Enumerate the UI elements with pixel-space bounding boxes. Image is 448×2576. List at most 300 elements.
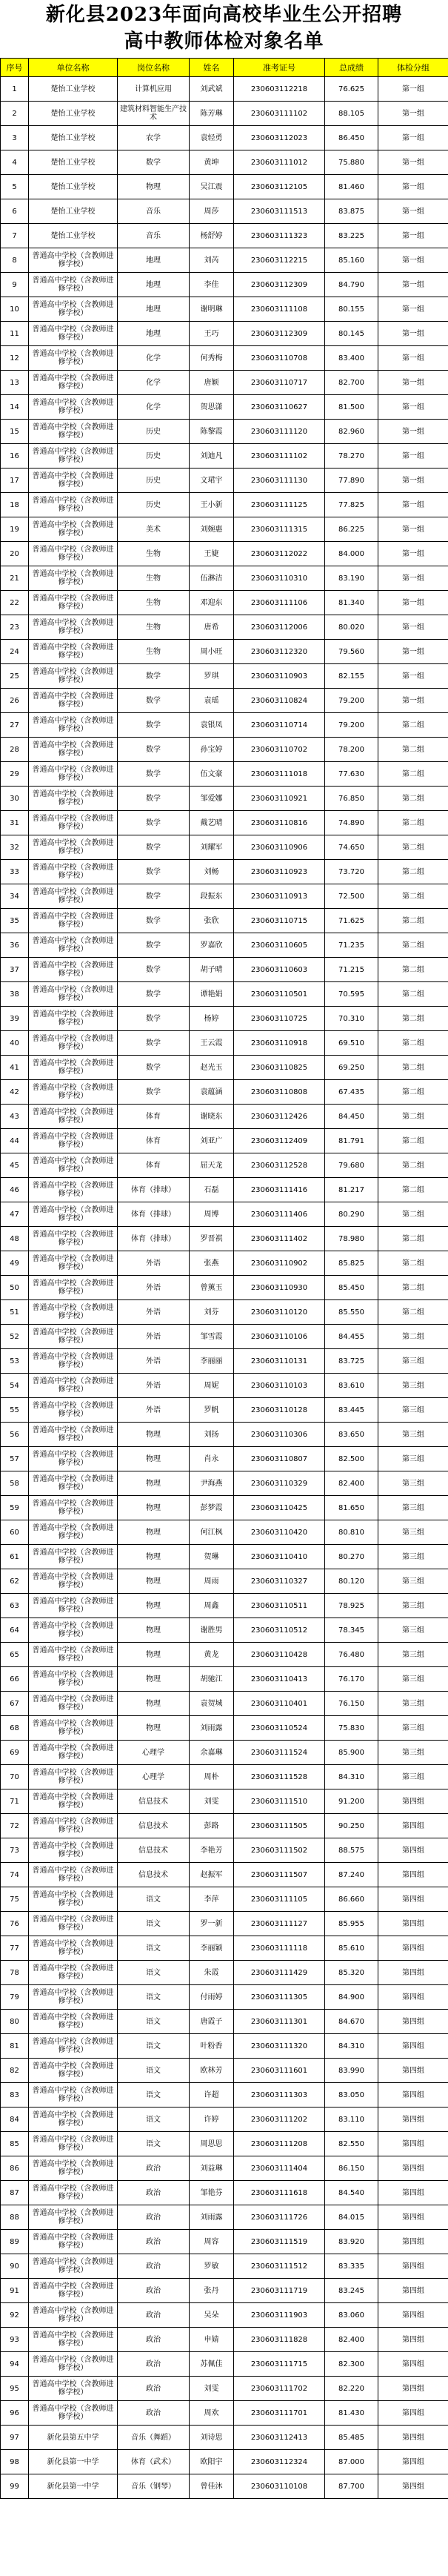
table-row bbox=[1, 664, 448, 689]
cell-total-score: 83.610 bbox=[325, 1374, 378, 1398]
cell-exam-group: 第二组 bbox=[378, 1325, 448, 1349]
cell-name: 罗嘉欣 bbox=[190, 933, 234, 958]
cell-exam-number: 230603111702 bbox=[234, 2377, 325, 2401]
cell-total-score: 81.500 bbox=[325, 395, 378, 420]
cell-exam-number: 230603112324 bbox=[234, 2450, 325, 2474]
cell-total-score: 76.850 bbox=[325, 787, 378, 811]
cell-unit: 普通高中学校（含教师进修学校） bbox=[29, 517, 118, 542]
cell-exam-number: 230603111323 bbox=[234, 224, 325, 248]
cell-exam-number: 230603111601 bbox=[234, 2059, 325, 2083]
cell-position: 政治 bbox=[118, 2205, 190, 2230]
cell-index: 95 bbox=[1, 2377, 29, 2401]
cell-name: 唐希 bbox=[190, 615, 234, 640]
cell-exam-group: 第二组 bbox=[378, 1105, 448, 1129]
cell-name: 刘芬 bbox=[190, 1300, 234, 1325]
cell-exam-number: 230603112320 bbox=[234, 640, 325, 664]
cell-unit: 普通高中学校（含教师进修学校） bbox=[29, 2010, 118, 2034]
cell-index: 26 bbox=[1, 689, 29, 713]
table-row bbox=[1, 1398, 448, 1423]
cell-exam-group: 第四组 bbox=[378, 2450, 448, 2474]
cell-total-score: 87.700 bbox=[325, 2474, 378, 2499]
cell-exam-group: 第二组 bbox=[378, 933, 448, 958]
cell-exam-group: 第一组 bbox=[378, 468, 448, 493]
cell-exam-number: 230603111118 bbox=[234, 1936, 325, 1961]
cell-index: 86 bbox=[1, 2156, 29, 2181]
cell-exam-number: 230603112528 bbox=[234, 1153, 325, 1178]
cell-exam-group: 第二组 bbox=[378, 1251, 448, 1276]
table-row bbox=[1, 1741, 448, 1765]
cell-exam-group: 第一组 bbox=[378, 664, 448, 689]
table-row bbox=[1, 1887, 448, 1912]
cell-total-score: 77.890 bbox=[325, 468, 378, 493]
cell-index: 13 bbox=[1, 371, 29, 395]
cell-exam-number: 230603111301 bbox=[234, 2010, 325, 2034]
cell-exam-number: 230603110825 bbox=[234, 1056, 325, 1080]
table-row bbox=[1, 1423, 448, 1447]
table-row bbox=[1, 1618, 448, 1643]
cell-name: 罗敏 bbox=[190, 2254, 234, 2279]
cell-index: 52 bbox=[1, 1325, 29, 1349]
table-row bbox=[1, 77, 448, 102]
cell-exam-number: 230603110327 bbox=[234, 1569, 325, 1594]
cell-index: 65 bbox=[1, 1643, 29, 1667]
cell-index: 55 bbox=[1, 1398, 29, 1423]
cell-position: 物理 bbox=[118, 1618, 190, 1643]
cell-total-score: 75.880 bbox=[325, 150, 378, 175]
cell-index: 14 bbox=[1, 395, 29, 420]
cell-total-score: 83.050 bbox=[325, 2083, 378, 2108]
cell-exam-group: 第三组 bbox=[378, 1618, 448, 1643]
cell-exam-number: 230603111528 bbox=[234, 1765, 325, 1789]
cell-position: 语文 bbox=[118, 1887, 190, 1912]
cell-name: 胡驰江 bbox=[190, 1667, 234, 1692]
cell-position: 地理 bbox=[118, 297, 190, 322]
cell-exam-group: 第三组 bbox=[378, 1716, 448, 1741]
cell-index: 91 bbox=[1, 2279, 29, 2303]
cell-unit: 普通高中学校（含教师进修学校） bbox=[29, 1716, 118, 1741]
cell-name: 谢胜男 bbox=[190, 1618, 234, 1643]
cell-index: 58 bbox=[1, 1471, 29, 1496]
cell-total-score: 81.430 bbox=[325, 2401, 378, 2426]
cell-position: 美术 bbox=[118, 517, 190, 542]
cell-total-score: 86.660 bbox=[325, 1887, 378, 1912]
cell-exam-number: 230603112006 bbox=[234, 615, 325, 640]
table-row bbox=[1, 958, 448, 982]
cell-name: 余嘉琳 bbox=[190, 1741, 234, 1765]
cell-exam-number: 230603110708 bbox=[234, 346, 325, 371]
cell-name: 谢明琳 bbox=[190, 297, 234, 322]
cell-name: 周小旺 bbox=[190, 640, 234, 664]
cell-total-score: 78.345 bbox=[325, 1618, 378, 1643]
cell-name: 罗琪 bbox=[190, 664, 234, 689]
table-row bbox=[1, 1520, 448, 1545]
cell-unit: 普通高中学校（含教师进修学校） bbox=[29, 1594, 118, 1618]
cell-total-score: 78.925 bbox=[325, 1594, 378, 1618]
cell-total-score: 85.900 bbox=[325, 1741, 378, 1765]
cell-exam-group: 第一组 bbox=[378, 346, 448, 371]
cell-name: 刘畅 bbox=[190, 860, 234, 884]
cell-total-score: 83.990 bbox=[325, 2059, 378, 2083]
cell-exam-number: 230603112215 bbox=[234, 248, 325, 273]
cell-position: 外语 bbox=[118, 1276, 190, 1300]
cell-unit: 普通高中学校（含教师进修学校） bbox=[29, 444, 118, 468]
cell-name: 周欢 bbox=[190, 2401, 234, 2426]
cell-exam-number: 230603111102 bbox=[234, 444, 325, 468]
cell-unit: 普通高中学校（含教师进修学校） bbox=[29, 2401, 118, 2426]
cell-index: 78 bbox=[1, 1961, 29, 1985]
cell-index: 94 bbox=[1, 2352, 29, 2377]
cell-index: 93 bbox=[1, 2328, 29, 2352]
cell-unit: 普通高中学校（含教师进修学校） bbox=[29, 1765, 118, 1789]
cell-total-score: 70.310 bbox=[325, 1007, 378, 1031]
cell-exam-group: 第三组 bbox=[378, 1471, 448, 1496]
cell-position: 政治 bbox=[118, 2401, 190, 2426]
cell-unit: 楚怡工业学校 bbox=[29, 150, 118, 175]
cell-index: 71 bbox=[1, 1789, 29, 1814]
cell-total-score: 71.625 bbox=[325, 909, 378, 933]
cell-position: 信息技术 bbox=[118, 1814, 190, 1838]
cell-name: 袁瑶 bbox=[190, 689, 234, 713]
table-row bbox=[1, 2059, 448, 2083]
cell-exam-number: 230603110918 bbox=[234, 1031, 325, 1056]
candidate-table bbox=[0, 58, 448, 2499]
cell-index: 6 bbox=[1, 199, 29, 224]
cell-exam-group: 第二组 bbox=[378, 762, 448, 787]
cell-exam-number: 230603110511 bbox=[234, 1594, 325, 1618]
cell-index: 99 bbox=[1, 2474, 29, 2499]
cell-unit: 普通高中学校（含教师进修学校） bbox=[29, 1325, 118, 1349]
cell-exam-group: 第一组 bbox=[378, 566, 448, 591]
cell-exam-group: 第四组 bbox=[378, 1863, 448, 1887]
cell-total-score: 72.500 bbox=[325, 884, 378, 909]
cell-exam-number: 230603112413 bbox=[234, 2426, 325, 2450]
cell-name: 伍文豪 bbox=[190, 762, 234, 787]
cell-exam-group: 第三组 bbox=[378, 1643, 448, 1667]
table-row bbox=[1, 1765, 448, 1789]
cell-position: 语文 bbox=[118, 2034, 190, 2059]
cell-unit: 普通高中学校（含教师进修学校） bbox=[29, 1520, 118, 1545]
cell-total-score: 78.980 bbox=[325, 1227, 378, 1251]
cell-index: 22 bbox=[1, 591, 29, 615]
cell-unit: 普通高中学校（含教师进修学校） bbox=[29, 1276, 118, 1300]
cell-position: 体育 bbox=[118, 1153, 190, 1178]
table-row bbox=[1, 1569, 448, 1594]
cell-name: 曾佳沐 bbox=[190, 2474, 234, 2499]
cell-total-score: 83.920 bbox=[325, 2230, 378, 2254]
cell-total-score: 83.225 bbox=[325, 224, 378, 248]
cell-index: 18 bbox=[1, 493, 29, 517]
cell-position: 外语 bbox=[118, 1398, 190, 1423]
cell-position: 政治 bbox=[118, 2181, 190, 2205]
cell-exam-number: 230603110131 bbox=[234, 1349, 325, 1374]
cell-index: 11 bbox=[1, 322, 29, 346]
cell-position: 信息技术 bbox=[118, 1838, 190, 1863]
header-total-score: 总成绩 bbox=[325, 59, 378, 77]
cell-total-score: 80.120 bbox=[325, 1569, 378, 1594]
cell-name: 杨婷 bbox=[190, 1007, 234, 1031]
cell-name: 王婕 bbox=[190, 542, 234, 566]
table-row bbox=[1, 2010, 448, 2034]
cell-total-score: 81.217 bbox=[325, 1178, 378, 1202]
cell-total-score: 79.560 bbox=[325, 640, 378, 664]
table-row bbox=[1, 2426, 448, 2450]
cell-index: 15 bbox=[1, 420, 29, 444]
cell-position: 历史 bbox=[118, 468, 190, 493]
cell-name: 朱霞 bbox=[190, 1961, 234, 1985]
cell-unit: 普通高中学校（含教师进修学校） bbox=[29, 1447, 118, 1471]
cell-total-score: 67.435 bbox=[325, 1080, 378, 1105]
cell-exam-number: 230603110903 bbox=[234, 664, 325, 689]
cell-index: 49 bbox=[1, 1251, 29, 1276]
cell-exam-group: 第四组 bbox=[378, 1912, 448, 1936]
cell-name: 张燕 bbox=[190, 1251, 234, 1276]
cell-exam-number: 230603110717 bbox=[234, 371, 325, 395]
cell-exam-number: 230603110702 bbox=[234, 738, 325, 762]
cell-exam-group: 第二组 bbox=[378, 835, 448, 860]
cell-name: 曾薰玉 bbox=[190, 1276, 234, 1300]
table-row bbox=[1, 1080, 448, 1105]
cell-total-score: 81.791 bbox=[325, 1129, 378, 1153]
cell-exam-number: 230603111512 bbox=[234, 2254, 325, 2279]
cell-index: 40 bbox=[1, 1031, 29, 1056]
cell-position: 物理 bbox=[118, 1667, 190, 1692]
cell-exam-number: 230603111102 bbox=[234, 102, 325, 126]
cell-exam-group: 第二组 bbox=[378, 1227, 448, 1251]
cell-exam-group: 第一组 bbox=[378, 199, 448, 224]
cell-position: 计算机应用 bbox=[118, 77, 190, 102]
cell-exam-group: 第三组 bbox=[378, 1667, 448, 1692]
cell-position: 语文 bbox=[118, 2083, 190, 2108]
cell-exam-number: 230603110725 bbox=[234, 1007, 325, 1031]
cell-total-score: 82.700 bbox=[325, 371, 378, 395]
cell-index: 24 bbox=[1, 640, 29, 664]
cell-unit: 普通高中学校（含教师进修学校） bbox=[29, 1618, 118, 1643]
cell-unit: 普通高中学校（含教师进修学校） bbox=[29, 2108, 118, 2132]
cell-unit: 普通高中学校（含教师进修学校） bbox=[29, 615, 118, 640]
table-row bbox=[1, 542, 448, 566]
cell-index: 61 bbox=[1, 1545, 29, 1569]
cell-index: 12 bbox=[1, 346, 29, 371]
cell-name: 文珺宇 bbox=[190, 468, 234, 493]
cell-exam-group: 第二组 bbox=[378, 713, 448, 738]
cell-unit: 普通高中学校（含教师进修学校） bbox=[29, 1569, 118, 1594]
cell-unit: 普通高中学校（含教师进修学校） bbox=[29, 2328, 118, 2352]
table-row bbox=[1, 2083, 448, 2108]
cell-total-score: 79.200 bbox=[325, 713, 378, 738]
cell-unit: 普通高中学校（含教师进修学校） bbox=[29, 1398, 118, 1423]
cell-unit: 普通高中学校（含教师进修学校） bbox=[29, 346, 118, 371]
cell-exam-group: 第四组 bbox=[378, 2352, 448, 2377]
cell-name: 周莎 bbox=[190, 199, 234, 224]
cell-position: 数学 bbox=[118, 150, 190, 175]
cell-unit: 普通高中学校（含教师进修学校） bbox=[29, 982, 118, 1007]
cell-index: 57 bbox=[1, 1447, 29, 1471]
cell-unit: 普通高中学校（含教师进修学校） bbox=[29, 1105, 118, 1129]
table-row bbox=[1, 468, 448, 493]
table-row bbox=[1, 2401, 448, 2426]
cell-index: 47 bbox=[1, 1202, 29, 1227]
cell-unit: 普通高中学校（含教师进修学校） bbox=[29, 2181, 118, 2205]
cell-total-score: 82.500 bbox=[325, 1447, 378, 1471]
table-row bbox=[1, 2205, 448, 2230]
cell-exam-group: 第一组 bbox=[378, 77, 448, 102]
table-row bbox=[1, 615, 448, 640]
cell-name: 赵光玉 bbox=[190, 1056, 234, 1080]
cell-total-score: 80.270 bbox=[325, 1545, 378, 1569]
cell-exam-number: 230603111012 bbox=[234, 150, 325, 175]
cell-total-score: 76.170 bbox=[325, 1667, 378, 1692]
cell-position: 生物 bbox=[118, 640, 190, 664]
cell-exam-number: 230603111513 bbox=[234, 199, 325, 224]
cell-position: 物理 bbox=[118, 1643, 190, 1667]
cell-position: 政治 bbox=[118, 2328, 190, 2352]
cell-index: 98 bbox=[1, 2450, 29, 2474]
cell-unit: 普通高中学校（含教师进修学校） bbox=[29, 811, 118, 835]
cell-exam-group: 第二组 bbox=[378, 909, 448, 933]
cell-unit: 普通高中学校（含教师进修学校） bbox=[29, 2279, 118, 2303]
cell-position: 数学 bbox=[118, 811, 190, 835]
header-unit: 单位名称 bbox=[29, 59, 118, 77]
cell-position: 体育（排球） bbox=[118, 1178, 190, 1202]
cell-exam-number: 230603110108 bbox=[234, 2474, 325, 2499]
table-row bbox=[1, 640, 448, 664]
cell-total-score: 86.225 bbox=[325, 517, 378, 542]
cell-index: 60 bbox=[1, 1520, 29, 1545]
cell-index: 97 bbox=[1, 2426, 29, 2450]
cell-exam-number: 230603110715 bbox=[234, 909, 325, 933]
cell-exam-number: 230603110425 bbox=[234, 1496, 325, 1520]
cell-position: 数学 bbox=[118, 762, 190, 787]
cell-index: 29 bbox=[1, 762, 29, 787]
cell-exam-number: 230603110401 bbox=[234, 1692, 325, 1716]
cell-position: 音乐 bbox=[118, 199, 190, 224]
cell-exam-group: 第三组 bbox=[378, 1765, 448, 1789]
cell-index: 39 bbox=[1, 1007, 29, 1031]
cell-exam-number: 230603111519 bbox=[234, 2230, 325, 2254]
cell-index: 82 bbox=[1, 2059, 29, 2083]
cell-exam-group: 第一组 bbox=[378, 615, 448, 640]
cell-exam-number: 230603111726 bbox=[234, 2205, 325, 2230]
cell-unit: 普通高中学校（含教师进修学校） bbox=[29, 1863, 118, 1887]
cell-name: 袁贺城 bbox=[190, 1692, 234, 1716]
cell-index: 62 bbox=[1, 1569, 29, 1594]
page-title bbox=[0, 0, 448, 58]
cell-total-score: 85.320 bbox=[325, 1961, 378, 1985]
cell-total-score: 81.340 bbox=[325, 591, 378, 615]
table-row bbox=[1, 884, 448, 909]
table-row bbox=[1, 1789, 448, 1814]
cell-exam-number: 230603111127 bbox=[234, 1912, 325, 1936]
cell-position: 数学 bbox=[118, 909, 190, 933]
cell-total-score: 85.610 bbox=[325, 1936, 378, 1961]
cell-exam-group: 第三组 bbox=[378, 1741, 448, 1765]
cell-name: 戴艺晴 bbox=[190, 811, 234, 835]
cell-exam-number: 230603110420 bbox=[234, 1520, 325, 1545]
cell-name: 吴朵 bbox=[190, 2303, 234, 2328]
cell-unit: 普通高中学校（含教师进修学校） bbox=[29, 1227, 118, 1251]
cell-exam-group: 第四组 bbox=[378, 2377, 448, 2401]
table-row bbox=[1, 444, 448, 468]
table-row bbox=[1, 1667, 448, 1692]
cell-unit: 普通高中学校（含教师进修学校） bbox=[29, 1985, 118, 2010]
cell-exam-number: 230603111510 bbox=[234, 1789, 325, 1814]
cell-exam-number: 230603111105 bbox=[234, 1887, 325, 1912]
cell-total-score: 84.450 bbox=[325, 1105, 378, 1129]
cell-total-score: 85.450 bbox=[325, 1276, 378, 1300]
cell-exam-number: 230603112022 bbox=[234, 542, 325, 566]
cell-unit: 普通高中学校（含教师进修学校） bbox=[29, 909, 118, 933]
cell-name: 刘耀军 bbox=[190, 835, 234, 860]
cell-unit: 普通高中学校（含教师进修学校） bbox=[29, 2254, 118, 2279]
cell-position: 物理 bbox=[118, 175, 190, 199]
cell-index: 75 bbox=[1, 1887, 29, 1912]
cell-exam-group: 第二组 bbox=[378, 884, 448, 909]
cell-index: 16 bbox=[1, 444, 29, 468]
cell-name: 刘雨露 bbox=[190, 1716, 234, 1741]
cell-exam-group: 第四组 bbox=[378, 2156, 448, 2181]
cell-exam-group: 第一组 bbox=[378, 493, 448, 517]
cell-total-score: 83.060 bbox=[325, 2303, 378, 2328]
cell-exam-group: 第二组 bbox=[378, 1031, 448, 1056]
cell-position: 语文 bbox=[118, 1985, 190, 2010]
table-row bbox=[1, 493, 448, 517]
table-row bbox=[1, 224, 448, 248]
table-row bbox=[1, 909, 448, 933]
cell-exam-group: 第一组 bbox=[378, 150, 448, 175]
cell-exam-number: 230603110603 bbox=[234, 958, 325, 982]
table-row bbox=[1, 1276, 448, 1300]
cell-index: 32 bbox=[1, 835, 29, 860]
cell-unit: 普通高中学校（含教师进修学校） bbox=[29, 1423, 118, 1447]
cell-name: 刘益琳 bbox=[190, 2156, 234, 2181]
cell-total-score: 82.400 bbox=[325, 1471, 378, 1496]
cell-unit: 普通高中学校（含教师进修学校） bbox=[29, 933, 118, 958]
cell-name: 杨舒婷 bbox=[190, 224, 234, 248]
cell-total-score: 73.720 bbox=[325, 860, 378, 884]
cell-position: 物理 bbox=[118, 1471, 190, 1496]
cell-position: 数学 bbox=[118, 1056, 190, 1080]
cell-unit: 普通高中学校（含教师进修学校） bbox=[29, 1031, 118, 1056]
cell-position: 语文 bbox=[118, 1912, 190, 1936]
cell-index: 21 bbox=[1, 566, 29, 591]
table-row bbox=[1, 2230, 448, 2254]
cell-exam-number: 230603111404 bbox=[234, 2156, 325, 2181]
cell-exam-group: 第四组 bbox=[378, 1961, 448, 1985]
cell-exam-group: 第一组 bbox=[378, 126, 448, 150]
cell-unit: 普通高中学校（含教师进修学校） bbox=[29, 689, 118, 713]
cell-index: 69 bbox=[1, 1741, 29, 1765]
cell-exam-group: 第四组 bbox=[378, 1936, 448, 1961]
cell-name: 吴江震 bbox=[190, 175, 234, 199]
cell-unit: 普通高中学校（含教师进修学校） bbox=[29, 958, 118, 982]
cell-total-score: 87.240 bbox=[325, 1863, 378, 1887]
cell-unit: 新化县第一中学 bbox=[29, 2474, 118, 2499]
cell-unit: 新化县第一中学 bbox=[29, 2450, 118, 2474]
cell-exam-number: 230603110605 bbox=[234, 933, 325, 958]
table-row bbox=[1, 1692, 448, 1716]
cell-index: 35 bbox=[1, 909, 29, 933]
cell-name: 王小新 bbox=[190, 493, 234, 517]
cell-index: 30 bbox=[1, 787, 29, 811]
table-row bbox=[1, 1251, 448, 1276]
cell-exam-group: 第三组 bbox=[378, 1569, 448, 1594]
cell-name: 黄龙 bbox=[190, 1643, 234, 1667]
cell-unit: 普通高中学校（含教师进修学校） bbox=[29, 420, 118, 444]
table-row bbox=[1, 1227, 448, 1251]
cell-name: 王云霞 bbox=[190, 1031, 234, 1056]
table-row bbox=[1, 2474, 448, 2499]
cell-index: 19 bbox=[1, 517, 29, 542]
